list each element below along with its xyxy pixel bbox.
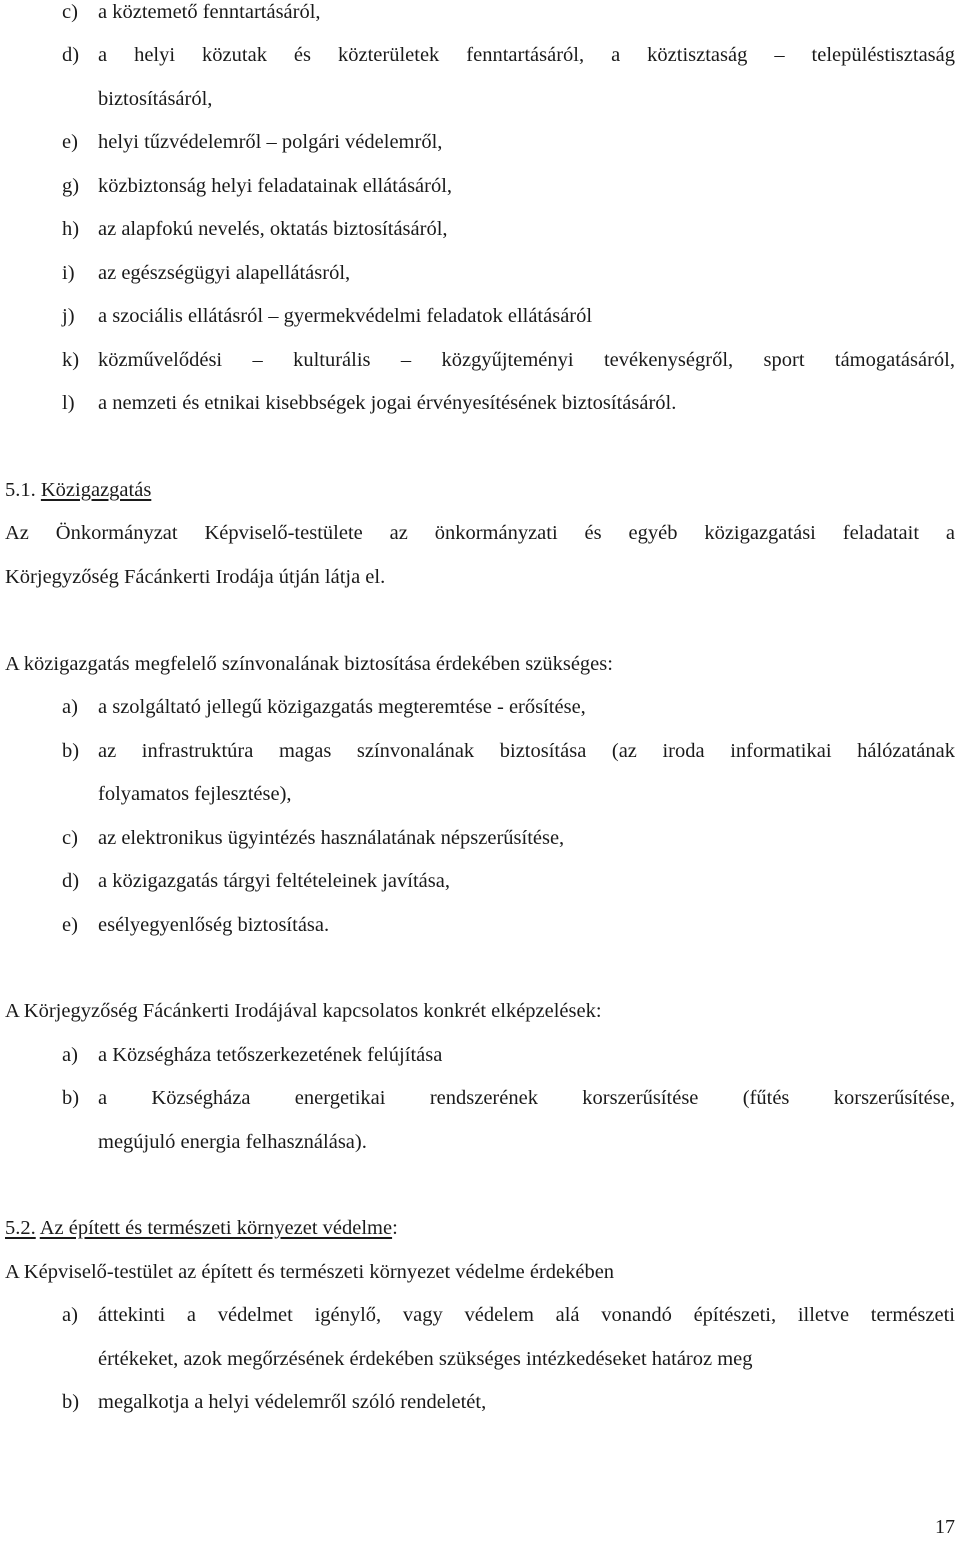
paragraph-line: [0, 996, 960, 1026]
list-text: az infrastruktúra magas színvonalának biztosítása (az iroda informatikai hálózatának: [98, 740, 955, 762]
list-text: a helyi közutak és közterületek fenntartásáról, a köztisztaság – településtisztaság: [98, 44, 955, 66]
heading-suffix: :: [392, 1217, 398, 1239]
list-label: j): [62, 305, 75, 327]
list-text: az elektronikus ügyintézés használatának népszerűsítése,: [98, 827, 565, 849]
list-text: a szociális ellátásról – gyermekvédelmi feladatok ellátásáról: [98, 305, 593, 327]
list-item: [0, 910, 960, 940]
paragraph-text: A Körjegyzőség Fácánkerti Irodájával kapcsolatos konkrét elképzelések:: [5, 1000, 602, 1022]
list-text: áttekinti a védelmet igénylő, vagy védelem alá vonandó építészeti, illetve természeti: [98, 1304, 955, 1326]
list-item: [0, 258, 960, 288]
list-item-continuation: [0, 779, 960, 809]
list-text-continuation: értékeket, azok megőrzésének érdekében szükséges intézkedéseket határoz meg: [98, 1348, 753, 1370]
list-label: c): [62, 1, 78, 23]
list-label: b): [62, 1391, 80, 1413]
list-text: az egészségügyi alapellátásról,: [98, 262, 351, 284]
list-label: a): [62, 1044, 78, 1066]
list-label: h): [62, 218, 80, 240]
list-label: e): [62, 131, 78, 153]
list-item: [0, 1300, 960, 1330]
paragraph-line: [0, 1257, 960, 1287]
list-label: l): [62, 392, 75, 414]
list-label: a): [62, 1304, 78, 1326]
list-label: a): [62, 696, 78, 718]
heading-title: Az épített és természeti környezet védelme: [39, 1217, 393, 1239]
list-text: megalkotja a helyi védelemről szóló rendeletét,: [98, 1391, 487, 1413]
list-item: [0, 866, 960, 896]
list-text: helyi tűzvédelemről – polgári védelemről,: [98, 131, 443, 153]
list-text: a közigazgatás tárgyi feltételeinek javítása,: [98, 870, 450, 892]
list-item: [0, 301, 960, 331]
section-heading: [0, 1213, 960, 1243]
paragraph-line: [0, 562, 960, 592]
list-text: a köztemető fenntartásáról,: [98, 1, 321, 23]
list-text: a nemzeti és etnikai kisebbségek jogai érvényesítésének biztosításáról.: [98, 392, 677, 414]
list-item: [0, 171, 960, 201]
list-item: [0, 388, 960, 418]
heading-number: 5.2.: [5, 1217, 36, 1239]
list-label: c): [62, 827, 78, 849]
list-text-continuation: megújuló energia felhasználása).: [98, 1131, 367, 1153]
list-text: a Községháza energetikai rendszerének korszerűsítése (fűtés korszerűsítése,: [98, 1087, 955, 1109]
list-text: az alapfokú nevelés, oktatás biztosításáról,: [98, 218, 448, 240]
list-item: [0, 823, 960, 853]
list-text-continuation: biztosításáról,: [98, 88, 213, 110]
list-label: b): [62, 740, 80, 762]
list-text: a Községháza tetőszerkezetének felújítása: [98, 1044, 443, 1066]
list-item: [0, 1040, 960, 1070]
paragraph-line: [0, 518, 960, 548]
list-label: d): [62, 870, 80, 892]
paragraph-line: [0, 649, 960, 679]
list-item: [0, 692, 960, 722]
list-label: d): [62, 44, 80, 66]
paragraph-text: A Képviselő-testület az épített és természeti környezet védelme érdekében: [5, 1261, 615, 1283]
list-text: közbiztonság helyi feladatainak ellátásáról,: [98, 175, 453, 197]
list-item: [0, 345, 960, 375]
list-item-continuation: [0, 84, 960, 114]
paragraph-text: A közigazgatás megfelelő színvonalának biztosítása érdekében szükséges:: [5, 653, 613, 675]
list-item: [0, 214, 960, 244]
section-heading: [0, 475, 960, 505]
paragraph-text: Körjegyzőség Fácánkerti Irodája útján látja el.: [5, 566, 386, 588]
list-label: k): [62, 349, 80, 371]
list-item: [0, 1387, 960, 1417]
list-label: b): [62, 1087, 80, 1109]
list-text: közművelődési – kulturális – közgyűjteményi tevékenységről, sport támogatásáról,: [98, 349, 955, 371]
list-item-continuation: [0, 1344, 960, 1374]
page-number: 17: [935, 1516, 955, 1538]
list-label: i): [62, 262, 75, 284]
list-item: [0, 40, 960, 70]
paragraph-text: Az Önkormányzat Képviselő-testülete az önkormányzati és egyéb közigazgatási feladatait a: [5, 522, 955, 544]
list-item: [0, 1083, 960, 1113]
list-text-continuation: folyamatos fejlesztése),: [98, 783, 292, 805]
list-text: a szolgáltató jellegű közigazgatás megteremtése - erősítése,: [98, 696, 586, 718]
list-text: esélyegyenlőség biztosítása.: [98, 914, 330, 936]
heading-number: 5.1.: [5, 479, 36, 501]
list-label: g): [62, 175, 80, 197]
heading-title: Közigazgatás: [40, 479, 152, 501]
list-item: [0, 127, 960, 157]
list-item-continuation: [0, 1127, 960, 1157]
list-item: [0, 736, 960, 766]
list-label: e): [62, 914, 78, 936]
list-item: [0, 0, 960, 27]
